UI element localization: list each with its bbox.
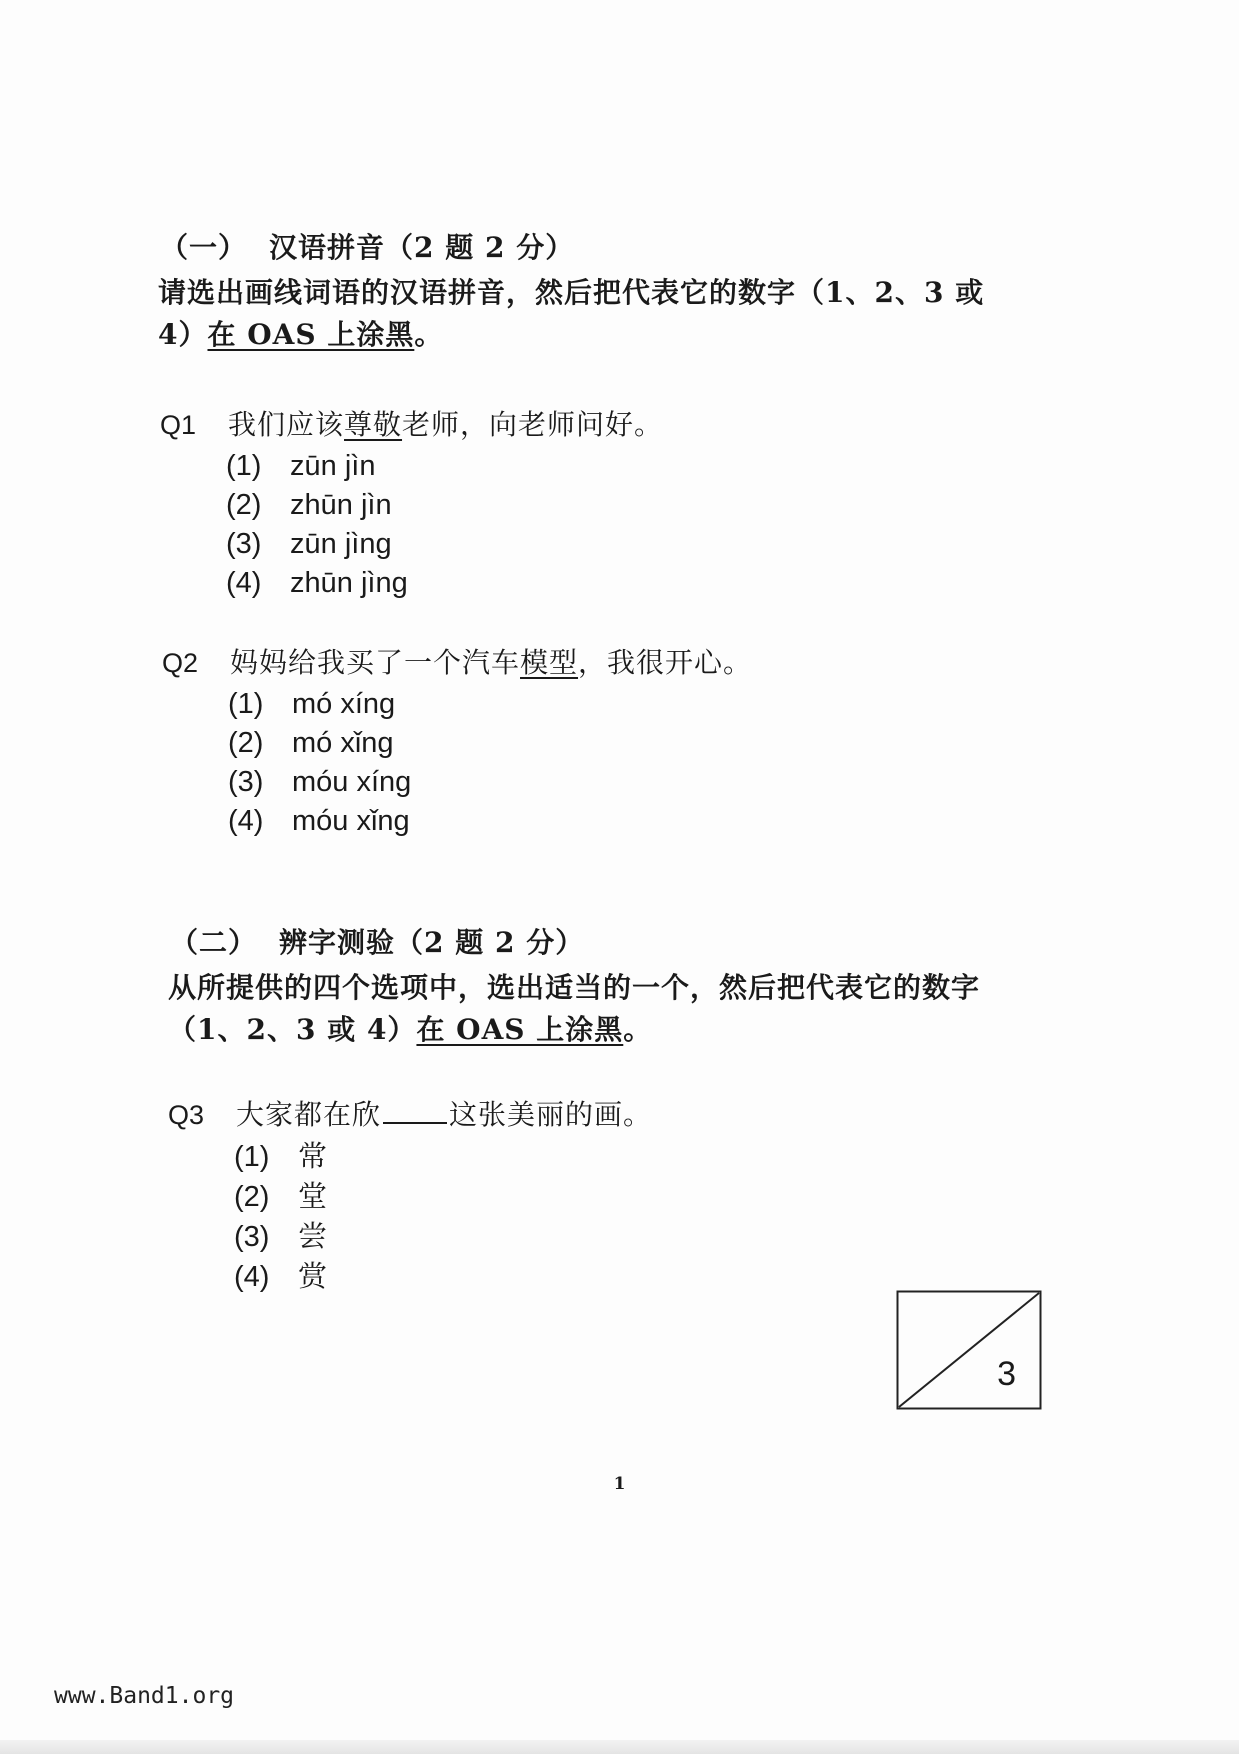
option-1: [234, 1137, 652, 1177]
option-text: mó xíng: [292, 688, 396, 720]
stem-underlined-word: 尊敬: [344, 408, 403, 441]
option-number: (2): [234, 1181, 270, 1213]
instruction-suffix: 。: [623, 1013, 653, 1046]
option-number: (1): [228, 688, 264, 720]
option-text: mó xǐng: [292, 727, 394, 759]
instruction-line-1: 请选出画线词语的汉语拼音，然后把代表它的数字（1、2、3 或: [158, 276, 985, 309]
option-list: [228, 685, 752, 841]
option-2: [226, 486, 663, 525]
section-title: [160, 228, 1090, 268]
section-pinyin: [160, 228, 1090, 356]
instruction-line-2: [158, 314, 1090, 356]
question-label: Q1: [160, 410, 197, 440]
scan-edge: [0, 1740, 1239, 1754]
stem-after: 老师，向老师问好。: [402, 408, 664, 441]
stem-before: 妈妈给我买了一个汽车: [230, 646, 521, 679]
page-number: 1: [613, 1474, 626, 1494]
option-4: [228, 802, 752, 841]
option-2: [234, 1177, 652, 1217]
option-number: (2): [228, 727, 264, 759]
score-total: 3: [997, 1355, 1016, 1393]
section-character-recognition: [170, 923, 1100, 1051]
option-text: 堂: [298, 1179, 328, 1213]
section-title-text: 汉语拼音（2 题 2 分）: [269, 231, 575, 264]
stem-underlined-word: 模型: [520, 646, 579, 679]
question-3: [168, 1095, 652, 1297]
fill-in-blank: [383, 1096, 447, 1124]
instruction-underlined: 在 OAS 上涂黑: [207, 318, 415, 351]
option-text: zūn jìng: [290, 528, 392, 560]
section-instruction: [168, 967, 1100, 1051]
instruction-line-1: 从所提供的四个选项中，选出适当的一个，然后把代表它的数字: [168, 971, 981, 1004]
question-stem: [230, 643, 752, 683]
option-text: móu xǐng: [292, 805, 410, 837]
option-1: [226, 447, 663, 486]
question-label: Q2: [162, 648, 199, 678]
option-text: 尝: [298, 1219, 328, 1253]
option-text: 赏: [298, 1259, 328, 1293]
option-text: móu xíng: [292, 766, 412, 798]
option-number: (4): [234, 1261, 270, 1293]
option-text: zūn jìn: [290, 450, 376, 482]
instruction-prefix: （1、2、3 或 4）: [168, 1013, 417, 1046]
section-number: （二）: [170, 926, 258, 959]
section-title-text: 辨字测验（2 题 2 分）: [279, 926, 585, 959]
section-instruction: [158, 272, 1090, 356]
option-4: [234, 1257, 652, 1297]
instruction-suffix: 。: [414, 318, 444, 351]
instruction-line-2: [168, 1009, 1100, 1051]
option-number: (1): [226, 450, 262, 482]
option-number: (3): [226, 528, 262, 560]
score-box-frame: [896, 1290, 1042, 1410]
score-box: [896, 1290, 1042, 1410]
option-number: (3): [234, 1221, 270, 1253]
stem-after: 这张美丽的画。: [449, 1098, 653, 1131]
option-3: [226, 525, 663, 564]
question-stem-row: [168, 1095, 652, 1135]
option-number: (4): [226, 567, 262, 599]
option-text: zhūn jìng: [290, 567, 408, 599]
instruction-underlined: 在 OAS 上涂黑: [416, 1013, 624, 1046]
footer-url: www.Band1.org: [54, 1683, 235, 1709]
option-number: (1): [234, 1141, 270, 1173]
question-stem-row: [160, 405, 663, 445]
instruction-prefix: 4）: [158, 318, 208, 351]
question-1: [160, 405, 663, 603]
question-stem-row: [162, 643, 752, 683]
option-text: 常: [298, 1139, 328, 1173]
option-1: [228, 685, 752, 724]
option-list: [226, 447, 663, 603]
option-2: [228, 724, 752, 763]
option-3: [234, 1217, 652, 1257]
section-title: [170, 923, 1100, 963]
option-number: (2): [226, 489, 262, 521]
stem-before: 大家都在欣: [236, 1098, 382, 1131]
option-text: zhūn jìn: [290, 489, 392, 521]
question-stem: [228, 405, 663, 445]
stem-after: ，我很开心。: [578, 646, 753, 679]
stem-before: 我们应该: [228, 408, 345, 441]
option-3: [228, 763, 752, 802]
section-number: （一）: [160, 231, 248, 264]
option-list: [234, 1137, 652, 1297]
question-label: Q3: [168, 1100, 205, 1130]
option-4: [226, 564, 663, 603]
question-2: [162, 643, 752, 841]
option-number: (3): [228, 766, 264, 798]
option-number: (4): [228, 805, 264, 837]
question-stem: [236, 1095, 652, 1135]
